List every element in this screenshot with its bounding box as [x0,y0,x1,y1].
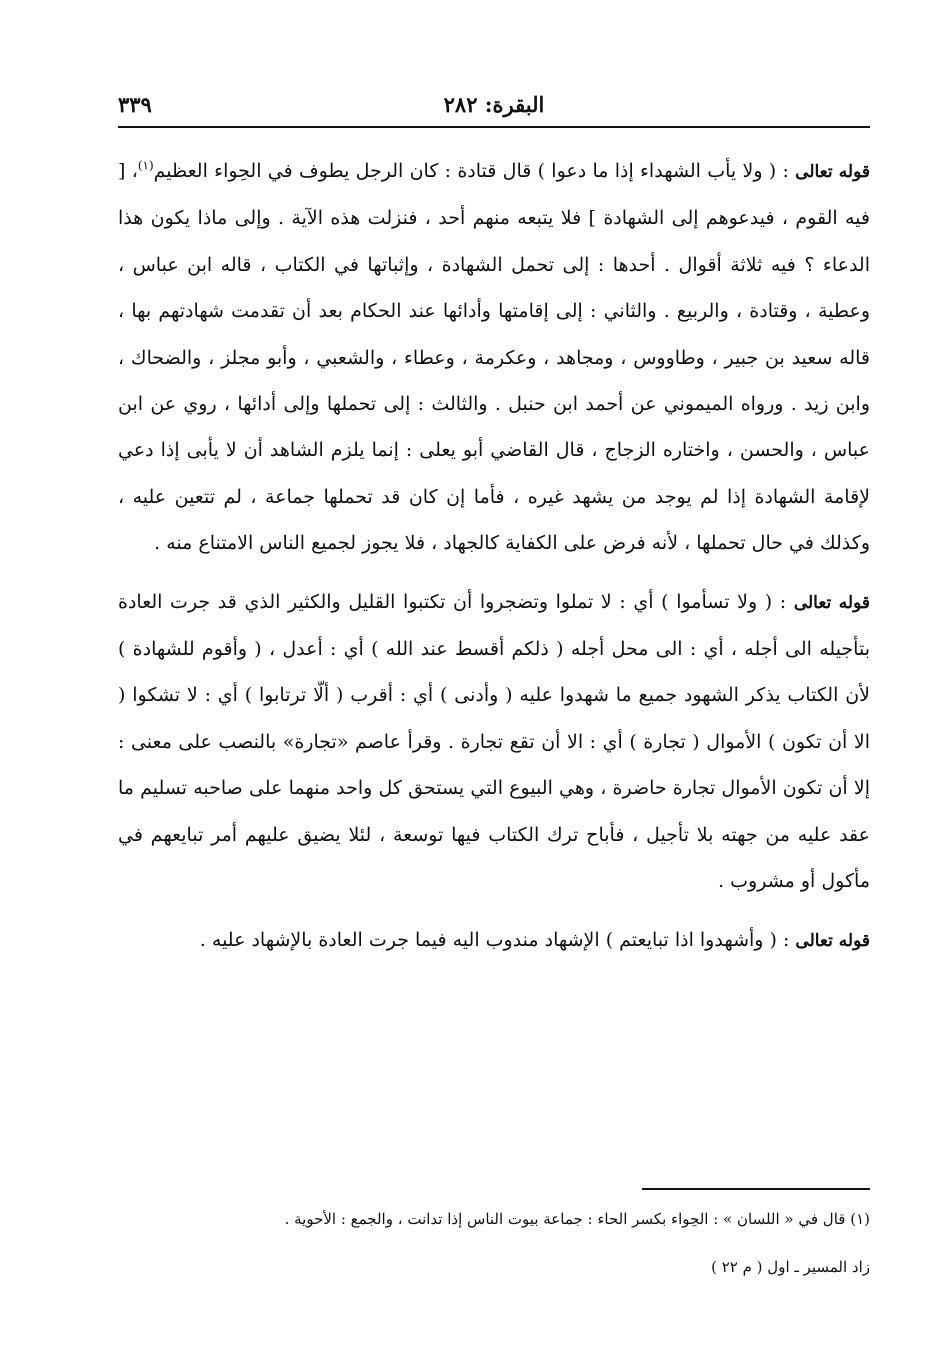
paragraph-text: : ( ولا تسأموا ) أي : لا تملوا وتضجروا أن تكتبوا القليل والكثير الذي قد جرت العادة بتأجيله الى أجله ، أي : الى محل أجله ( ذلكم أقسط عند الله ) أي : أعدل ، ( وأقوم للشهادة ) لأن الكتاب يذكر الشهود جميع ما شهدوا عليه ( وأدنى ) أي : أقرب ( ألّا ترتابوا ) أي : لا تشكوا ( الا أن تكون ) الأموال ( تجارة ) أي : الا أن تقع تجارة . وقرأ عاصم «تجارة» بالنصب على معنى : إلا أن تكون الأموال تجارة حاضرة ، وهي البيوع التي يستحق كل واحد منهما على صاحبه تسليم ما عقد عليه من جهته بلا تأجيل ، فأباح ترك الكتاب فيها توسعة ، لئلا يضيق عليهم أمر تبايعهم في مأكول أو مشروب . [118,590,870,893]
paragraph-2 [118,579,870,905]
footnote-marker: (١) [137,158,154,173]
footnote-rule [642,1188,870,1190]
paragraph-3 [118,917,870,964]
paragraph-1 [118,148,870,567]
page-number: ٣٣٩ [118,92,152,117]
paragraph-text: : ( ولا يأب الشهداء إذا ما دعوا ) قال قتادة : كان الرجل يطوف في الحِواء العظيم [153,160,789,182]
printer-signature: زاد المسير ـ اول ( م ٢٢ ) [711,1258,870,1276]
running-head-sura: البقرة: ٢٨٢ [443,92,545,117]
footnote: (١) قال في « اللسان » : الحِواء بكسر الحاء : جماعة بيوت الناس إذا تدانت ، والجمع : الأحوية . [284,1210,870,1228]
paragraph-lead: قوله تعالى [795,930,870,951]
header-rule [118,126,870,128]
paragraph-lead: قوله تعالى [793,592,870,613]
paragraph-text-continued: ، [ فيه القوم ، فيدعوهم إلى الشهادة ] فلا يتبعه منهم أحد ، فنزلت هذه الآية . وإلى ماذا يكون هذا الدعاء ؟ فيه ثلاثة أقوال . أحدها : إلى تحمل الشهادة ، وإثباتها في الكتاب ، قاله ابن عباس ، وعطية ، وقتادة ، والربيع . والثاني : إلى إقامتها وأدائها عند الحكام بعد أن تقدمت شهادتهم بها ، قاله سعيد بن جبير ، وطاووس ، ومجاهد ، وعكرمة ، وعطاء ، والشعبي ، وأبو مجلز ، والضحاك ، وابن زيد . ورواه الميموني عن أحمد ابن حنبل . والثالث : إلى تحملها وإلى أدائها ، روي عن ابن عباس ، والحسن ، واختاره الزجاج ، قال القاضي أبو يعلى : إنما يلزم الشاهد أن لا يأبى إذا دعي لإقامة الشهادة إذا لم يوجد من يشهد غيره ، فأما إن كان قد تحملها جماعة ، لم تتعين عليه ، وكذلك في حال تحملها ، لأنه فرض على الكفاية كالجهاد ، فلا يجوز لجميع الناس الامتناع منه . [118,160,870,555]
paragraph-text: : ( وأشهدوا اذا تبايعتم ) الإشهاد مندوب اليه فيما جرت العادة بالإشهاد عليه . [199,928,790,951]
page-header [118,92,870,124]
main-text [118,148,870,964]
paragraph-lead: قوله تعالى [795,162,870,182]
